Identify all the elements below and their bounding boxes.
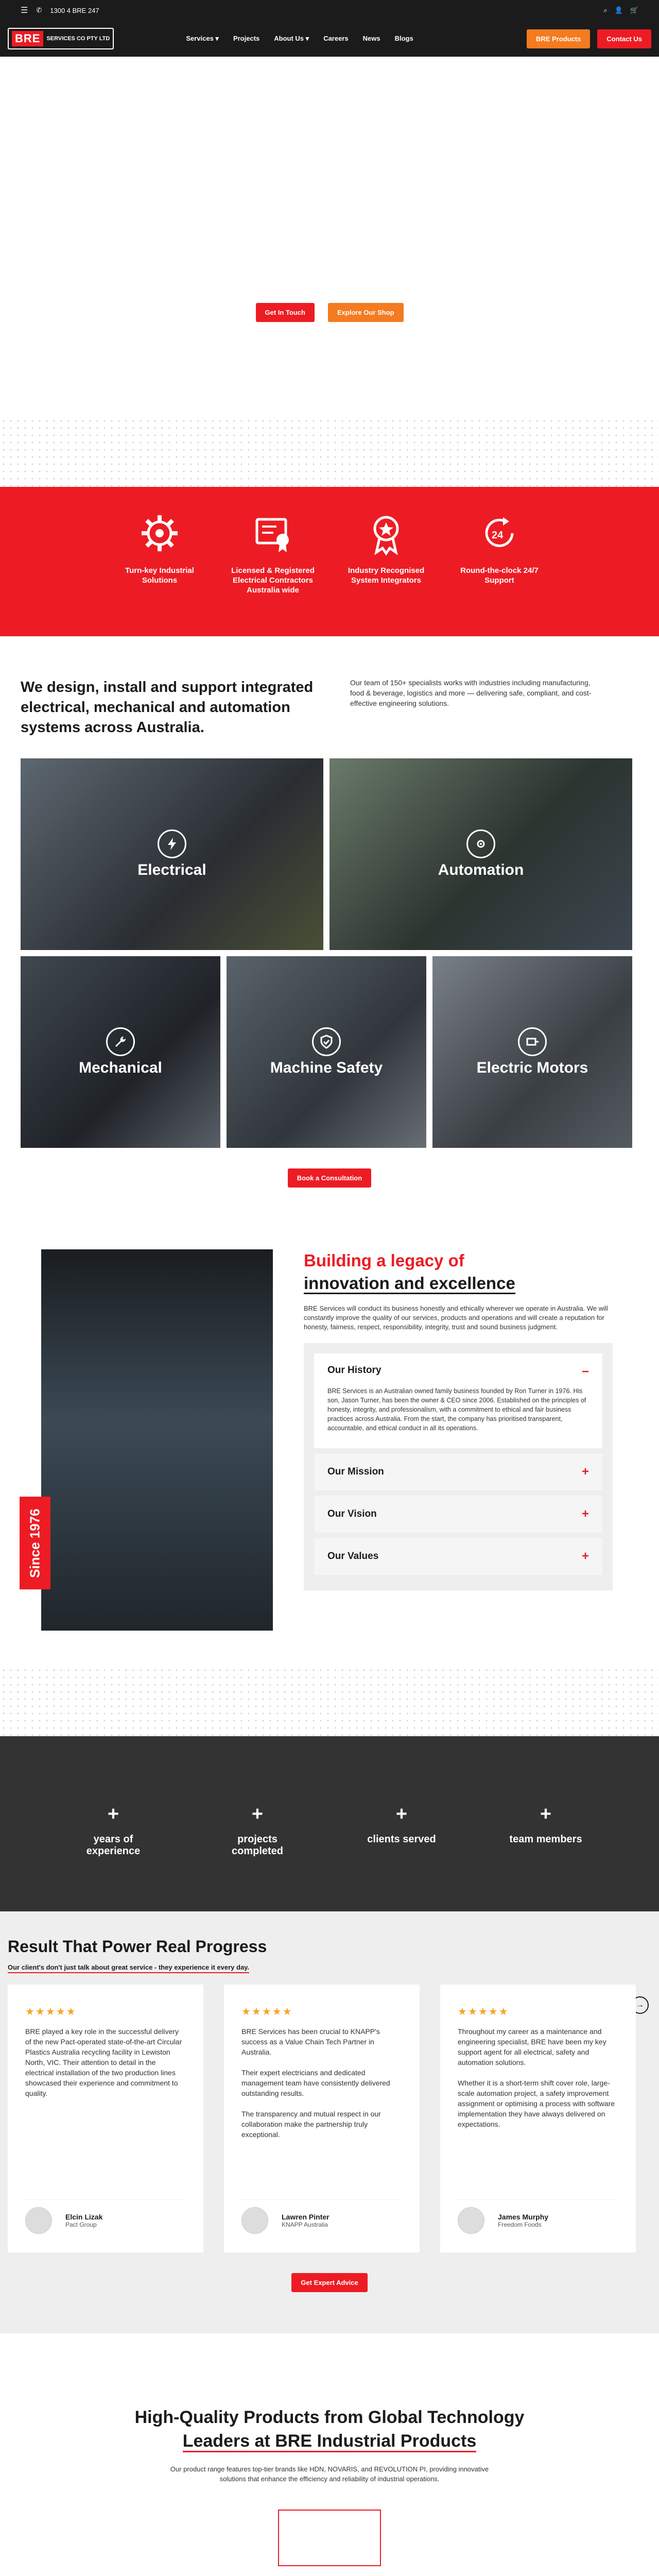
award-icon (363, 510, 409, 556)
products-title: High-Quality Products from Global Technology Leaders at BRE Industrial Products (0, 2405, 659, 2453)
plus-icon: + (581, 1465, 589, 1479)
feature-turnkey: Turn-key Industrial Solutions (116, 510, 203, 636)
stat-team: + team members (509, 1803, 582, 1845)
brand-tab[interactable] (278, 2510, 381, 2566)
accordion-history[interactable]: Our History − BRE Services is an Australian owned family business founded by Ron Turner in 1976. His son, Jason Turner, has been the owner & CEO since 2006. Established on the principles of honesty, integrity, and professionalism, with a commitment to ethical and fair business practices across Australia. From the start, the company has prioritised transparent, accountable, and ethical conduct in all its operations. (314, 1353, 602, 1448)
shield-icon (312, 1027, 341, 1056)
dot-pattern (0, 417, 659, 487)
hamburger-icon[interactable]: ☰ (21, 6, 28, 15)
nav-about[interactable]: About Us ▾ (274, 35, 309, 42)
motor-icon (518, 1027, 547, 1056)
automation-icon (466, 829, 495, 858)
nav-services[interactable]: Services ▾ (186, 35, 219, 42)
accordion-vision[interactable]: Our Vision + (314, 1496, 602, 1538)
testimonials-subtitle: Our client's don't just talk about great service - they experience it every day. (8, 1963, 249, 1973)
stat-projects: + projects completed (231, 1803, 284, 1857)
accordion (304, 1343, 613, 1590)
avatar (241, 2207, 268, 2234)
top-phone[interactable]: 1300 4 BRE 247 (50, 6, 99, 14)
explore-shop-button[interactable]: Explore Our Shop (328, 303, 404, 322)
star-rating: ★★★★★ (25, 2006, 77, 2018)
clock-24-icon (476, 510, 523, 556)
products-desc: Our product range features top-tier brands like HDN, NOVARIS, and REVOLUTION PI, providing innovative solutions that enhance the efficiency and reliability of industrial operations. (170, 2465, 489, 2483)
phone-icon: ✆ (36, 6, 42, 14)
since-badge: Since 1976 (20, 1497, 50, 1589)
feature-support: 24 Round-the-clock 24/7 Support (456, 510, 543, 636)
intro-section (0, 636, 659, 758)
nav-projects[interactable]: Projects (233, 35, 260, 42)
legacy-title: Building a legacy of innovation and excellence (304, 1249, 613, 1295)
service-electrical[interactable]: Electrical (21, 758, 323, 950)
gear-icon (136, 510, 183, 556)
plus-icon: + (581, 1549, 589, 1563)
intro-title: We design, install and support integrated electrical, mechanical and automation systems across Australia. (21, 679, 314, 736)
dot-pattern (0, 1667, 659, 1736)
logo[interactable] (8, 28, 114, 49)
accordion-mission[interactable]: Our Mission + (314, 1453, 602, 1496)
service-electric-motors[interactable]: Electric Motors (432, 956, 632, 1148)
service-automation[interactable]: Automation (330, 758, 632, 950)
stat-clients: + clients served (367, 1803, 436, 1845)
hero (0, 57, 659, 417)
book-consultation-button[interactable]: Book a Consultation (288, 1168, 371, 1188)
service-machine-safety[interactable]: Machine Safety (227, 956, 426, 1148)
nav-blogs[interactable]: Blogs (394, 35, 413, 42)
account-icon[interactable]: 👤 (614, 6, 623, 14)
bre-products-button[interactable]: BRE Products (527, 29, 590, 48)
feature-licensed: Licensed & Registered Electrical Contractors Australia wide (229, 510, 317, 636)
avatar (25, 2207, 52, 2234)
logo-sub: SERVICES CO PTY LTD (46, 35, 110, 42)
avatar (458, 2207, 484, 2234)
services-grid (0, 758, 659, 1148)
certificate-icon (250, 510, 296, 556)
wrench-icon (106, 1027, 135, 1056)
plus-icon: + (581, 1507, 589, 1521)
star-rating: ★★★★★ (458, 2006, 509, 2018)
testimonial-card: ★★★★★ BRE Services has been crucial to KNAPP's success as a Value Chain Tech Partner in Australia. Their expert electricians and dedicated management team have consistently delivered outstanding results. The transparency and mutual respect in our collaboration make the partnership truly exceptional. Lawren Pinter KNAPP Australia (224, 1985, 420, 2252)
logo-mark: BRE (12, 31, 43, 46)
testimonial-card: ★★★★★ Throughout my career as a maintenance and engineering specialist, BRE have been my key support agent for all electrical, safety and automation solutions. Whether it is a short-term shift cover role, large-scale automation project, a safety improvement assignment or optimising a process with software implementation they have always delivered on expectations. James Murphy Freedom Foods (440, 1985, 636, 2252)
feature-integrators: Industry Recognised System Integrators (342, 510, 430, 636)
svg-text:24: 24 (492, 530, 504, 541)
cart-icon[interactable]: 🛒 (630, 6, 638, 14)
service-mechanical[interactable]: Mechanical (21, 956, 220, 1148)
stats-band (0, 1736, 659, 1911)
technician-photo (41, 1249, 273, 1631)
features-band (0, 487, 659, 636)
testimonials (0, 1911, 659, 2333)
testimonials-title: Result That Power Real Progress (8, 1937, 267, 1956)
products-section (0, 2333, 659, 2576)
minus-icon[interactable]: − (581, 1365, 589, 1379)
contact-us-button[interactable]: Contact Us (597, 29, 651, 48)
brand-tabs (0, 2510, 659, 2566)
nav-news[interactable]: News (362, 35, 380, 42)
get-expert-advice-button[interactable]: Get Expert Advice (291, 2273, 368, 2292)
get-in-touch-button[interactable]: Get In Touch (256, 303, 315, 322)
next-arrow-icon[interactable]: → (631, 1996, 649, 2014)
search-icon[interactable]: ⌕ (603, 6, 608, 14)
star-rating: ★★★★★ (241, 2006, 293, 2018)
testimonial-card: ★★★★★ BRE played a key role in the successful delivery of the new Pact-operated state-of-the-art Circular Plastics Australia recycling facility in Lewiston North, VIC. Their attention to detail in the electrical installation of the two production lines showcased their experience and commitment to quality. Elcin Lizak Pact Group (8, 1985, 203, 2252)
main-nav (0, 21, 659, 57)
accordion-values[interactable]: Our Values + (314, 1538, 602, 1580)
lightning-icon (158, 829, 186, 858)
legacy-lead: BRE Services will conduct its business honestly and ethically wherever we operate in Australia. We will constantly improve the quality of our services, products and operations and will create a reputation for honesty, fairness, respect, responsibility, integrity, trust and sound business judgment. (304, 1304, 608, 1331)
intro-text: Our team of 150+ specialists works with industries including manufacturing, food & beverage, logistics and more — delivering safe, compliant, and cost-effective engineering solutions. (350, 679, 592, 707)
legacy-section (0, 1234, 659, 1667)
top-bar (0, 0, 659, 21)
nav-careers[interactable]: Careers (323, 35, 349, 42)
stat-experience: + years of experience (86, 1803, 141, 1857)
